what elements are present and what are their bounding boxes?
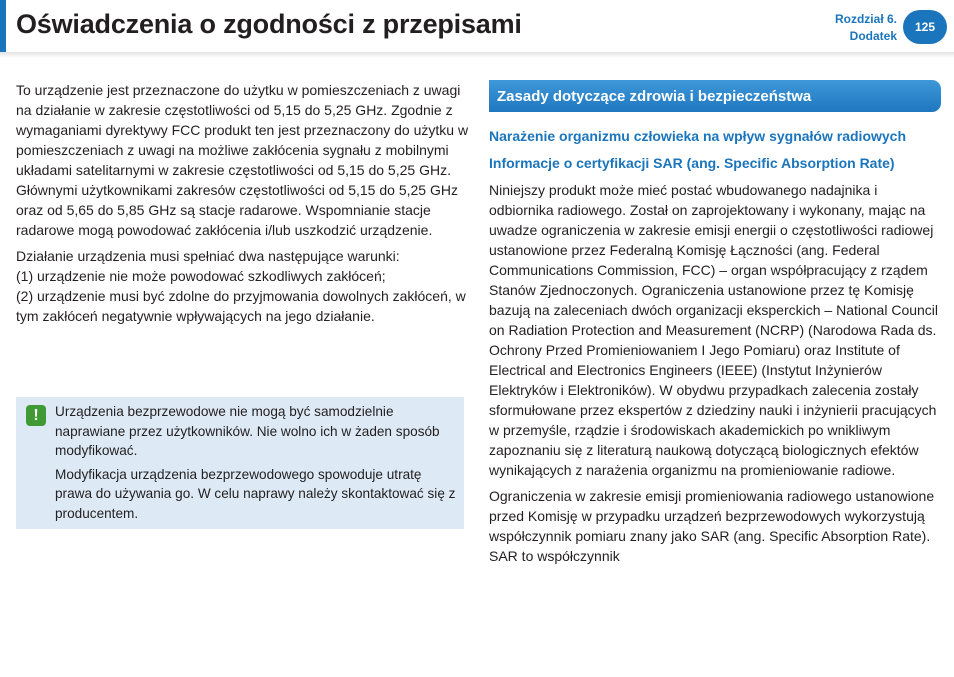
intro-paragraph: To urządzenie jest przeznaczone do użytku w pomieszczeniach z uwagi na działanie w zakresie częstotliwości od 5,15 do 5,25 GHz. Zgodnie z wymaganiami dyrektywy FCC produkt ten jest przeznaczony do użytku w pomieszczeniach z uwagi na możliwe zakłócenia sygnału z mobilnymi układami satelitarnymi w zakresie częstotliwości od 5,15 do 5,25 GHz. Głównymi użytkownikami zakresów częstotliwości od 5,15 do 5,25 GHz oraz od 5,65 do 5,85 GHz są stacje radarowe. Wspomnianie stacje radarowe mogą powodować zakłócenia i/lub uszkodzić urządzenie. xyxy=(16,82,469,238)
page-title: Oświadczenia o zgodności z przepisami xyxy=(16,9,522,39)
page-number-badge: 125 xyxy=(903,10,947,44)
conditions-intro: Działanie urządzenia musi spełniać dwa następujące warunki: xyxy=(16,248,400,264)
subheading-sar: Informacje o certyfikacji SAR (ang. Specific Absorption Rate) xyxy=(489,155,895,171)
exclamation-icon: ! xyxy=(26,405,46,426)
condition-2: (2) urządzenie musi być zdolne do przyjmowania dowolnych zakłóceń, w tym zakłóceń negatywnie wpływających na jego działanie. xyxy=(16,288,466,324)
chapter-number: Rozdział 6. xyxy=(834,12,897,26)
header-divider xyxy=(0,52,954,58)
note-text xyxy=(55,402,457,527)
conditions-paragraph xyxy=(16,246,471,326)
left-column xyxy=(16,80,471,332)
warning-note xyxy=(16,397,464,529)
section-heading: Zasady dotyczące zdrowia i bezpieczeństwa xyxy=(489,80,941,112)
chapter-name: Dodatek xyxy=(849,29,897,43)
subheading-rf-exposure: Narażenie organizmu człowieka na wpływ sygnałów radiowych xyxy=(489,128,907,144)
header-accent-bar xyxy=(0,0,6,52)
condition-1: (1) urządzenie nie może powodować szkodliwych zakłóceń; xyxy=(16,268,386,284)
chapter-label xyxy=(835,11,897,45)
sar-paragraph-1: Niniejszy produkt może mieć postać wbudowanego nadajnika i odbiornika radiowego. Został on zaprojektowany i wykonany, mając na uwadze ograniczenia w zakresie emisji energii o częstotliwości radiowej ustanowione przez Federalną Komisję Łączności (ang. Federal Communications Commission, FCC) – organ współpracujący z rządem Stanów Zjednoczonych. Ograniczenia ustanowione przez tę Komisję bazują na zaleceniach dwóch organizacji eksperckich – National Council on Radiation Protection and Measurement (NCRP) (Narodowa Rada ds. Ochrony Przed Promieniowaniem I Jego Pomiaru) oraz Institute of Electrical and Electronics Engineers (IEEE) (Instytut Inżynierów Elektryków i Elektroników). W obydwu przypadkach zalecenia zostały sformułowane przez ekspertów z dziedziny nauki i inżynierii pracujących w przemyśle, rządzie i środowiskach akademickich po wnikliwym zapoznaniu się z literaturą naukową dotyczącą biologicznych efektów wynikających z narażenia organizmu na promieniowanie radiowe. xyxy=(489,182,939,478)
note-paragraph-2: Modyfikacja urządzenia bezprzewodowego spowoduje utratę prawa do używania go. W celu naprawy należy skontaktować się z producentem. xyxy=(55,466,456,521)
right-column xyxy=(489,80,941,572)
sar-paragraph-2: Ograniczenia w zakresie emisji promieniowania radiowego ustanowione przed Komisję w przypadku urządzeń bezprzewodowych wykorzystują współczynnik pomiaru znany jako SAR (ang. Specific Absorption Rate). SAR to współczynnik xyxy=(489,488,935,564)
note-paragraph-1: Urządzenia bezprzewodowe nie mogą być samodzielnie naprawiane przez użytkowników. Nie wolno ich w żaden sposób modyfikować. xyxy=(55,404,440,458)
